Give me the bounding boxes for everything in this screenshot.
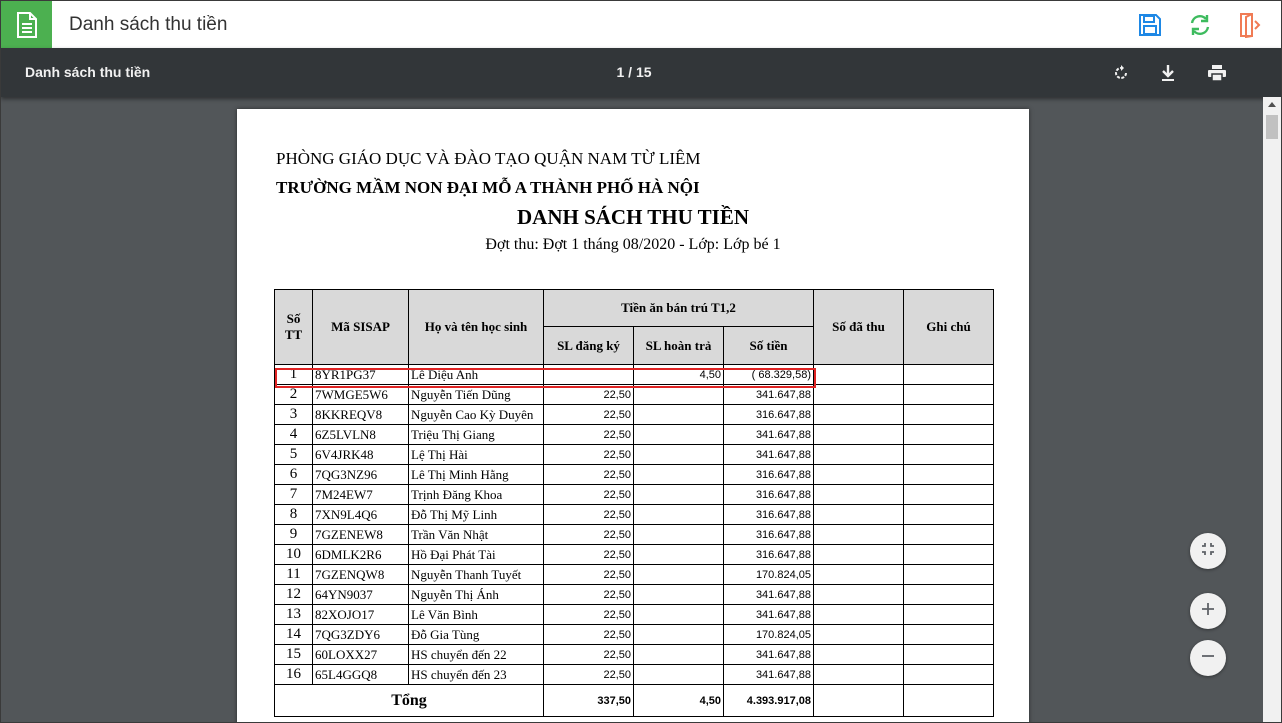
cell-note <box>904 465 994 485</box>
cell-name: Lê Văn Bình <box>409 605 544 625</box>
header-amount: Số tiền <box>724 327 814 365</box>
scroll-thumb[interactable] <box>1266 115 1278 139</box>
save-icon[interactable] <box>1137 12 1163 38</box>
cell-code: 82XOJO17 <box>313 605 409 625</box>
cell-stt: 13 <box>275 605 313 625</box>
exit-icon[interactable] <box>1237 12 1263 38</box>
cell-stt: 3 <box>275 405 313 425</box>
cell-name: Lê Diệu Anh <box>409 365 544 385</box>
total-refund: 4,50 <box>634 685 724 717</box>
cell-collected <box>814 565 904 585</box>
cell-refund <box>634 605 724 625</box>
cell-amount: 341.647,88 <box>724 645 814 665</box>
cell-amount: 316.647,88 <box>724 545 814 565</box>
cell-name: Lệ Thị Hài <box>409 445 544 465</box>
cell-name: Nguyễn Cao Kỳ Duyên <box>409 405 544 425</box>
cell-code: 65L4GGQ8 <box>313 665 409 685</box>
department-name: PHÒNG GIÁO DỤC VÀ ĐÀO TẠO QUẬN NAM TỪ LIÊM <box>276 149 701 168</box>
cell-registered: 22,50 <box>544 625 634 645</box>
cell-name: HS chuyển đến 23 <box>409 665 544 685</box>
cell-code: 7M24EW7 <box>313 485 409 505</box>
cell-refund <box>634 585 724 605</box>
table-row <box>275 485 994 505</box>
cell-amount: 341.647,88 <box>724 445 814 465</box>
cell-code: 7QG3ZDY6 <box>313 625 409 645</box>
cell-code: 6Z5LVLN8 <box>313 425 409 445</box>
document-subtitle: Đợt thu: Đợt 1 tháng 08/2020 - Lớp: Lớp bé 1 <box>485 236 781 253</box>
fit-to-page-button[interactable] <box>1190 533 1226 569</box>
cell-collected <box>814 605 904 625</box>
cell-amount: 316.647,88 <box>724 405 814 425</box>
cell-amount: ( 68.329,58) <box>724 365 814 385</box>
cell-amount: 341.647,88 <box>724 665 814 685</box>
cell-collected <box>814 585 904 605</box>
cell-name: Hồ Đại Phát Tài <box>409 545 544 565</box>
cell-registered: 22,50 <box>544 545 634 565</box>
cell-stt: 7 <box>275 485 313 505</box>
cell-stt: 16 <box>275 665 313 685</box>
cell-name: Trịnh Đăng Khoa <box>409 485 544 505</box>
cell-stt: 15 <box>275 645 313 665</box>
cell-note <box>904 525 994 545</box>
payment-table <box>274 289 994 717</box>
cell-collected <box>814 525 904 545</box>
cell-code: 7GZENEW8 <box>313 525 409 545</box>
document-icon <box>1 1 52 48</box>
cell-collected <box>814 365 904 385</box>
zoom-out-button[interactable] <box>1190 640 1226 676</box>
header-collected: Số đã thu <box>814 290 904 365</box>
cell-note <box>904 365 994 385</box>
cell-refund <box>634 665 724 685</box>
viewer-toolbar <box>1 48 1281 97</box>
cell-collected <box>814 645 904 665</box>
cell-registered: 22,50 <box>544 605 634 625</box>
table-row <box>275 445 994 465</box>
cell-note <box>904 545 994 565</box>
cell-name: Đỗ Thị Mỹ Linh <box>409 505 544 525</box>
cell-note <box>904 485 994 505</box>
rotate-icon[interactable] <box>1109 61 1133 85</box>
cell-code: 64YN9037 <box>313 585 409 605</box>
table-row <box>275 425 994 445</box>
page-indicator: 1 / 15 <box>616 64 652 80</box>
app-title: Danh sách thu tiền <box>69 14 228 35</box>
cell-collected <box>814 665 904 685</box>
table-row <box>275 545 994 565</box>
cell-stt: 11 <box>275 565 313 585</box>
cell-name: HS chuyển đến 22 <box>409 645 544 665</box>
cell-name: Đỗ Gia Tùng <box>409 625 544 645</box>
cell-amount: 341.647,88 <box>724 425 814 445</box>
table-row <box>275 405 994 425</box>
header-group: Tiền ăn bán trú T1,2 <box>544 290 814 327</box>
cell-refund <box>634 565 724 585</box>
cell-stt: 12 <box>275 585 313 605</box>
table-row <box>275 465 994 485</box>
table-row <box>275 625 994 645</box>
cell-amount: 170.824,05 <box>724 625 814 645</box>
cell-collected <box>814 405 904 425</box>
cell-registered: 22,50 <box>544 465 634 485</box>
cell-collected <box>814 425 904 445</box>
table-row <box>275 385 994 405</box>
cell-amount: 341.647,88 <box>724 605 814 625</box>
cell-code: 7XN9L4Q6 <box>313 505 409 525</box>
total-note <box>904 685 994 717</box>
cell-refund <box>634 445 724 465</box>
cell-amount: 316.647,88 <box>724 485 814 505</box>
pdf-page <box>237 109 1029 723</box>
cell-note <box>904 645 994 665</box>
refresh-icon[interactable] <box>1187 12 1213 38</box>
cell-registered: 22,50 <box>544 645 634 665</box>
total-label: Tổng <box>275 685 544 717</box>
total-collected <box>814 685 904 717</box>
cell-registered: 22,50 <box>544 665 634 685</box>
cell-refund <box>634 465 724 485</box>
cell-registered: 22,50 <box>544 425 634 445</box>
zoom-in-button[interactable] <box>1190 593 1226 629</box>
cell-note <box>904 585 994 605</box>
cell-note <box>904 385 994 405</box>
cell-code: 7WMGE5W6 <box>313 385 409 405</box>
cell-name: Nguyễn Tiến Dũng <box>409 385 544 405</box>
cell-name: Nguyễn Thị Ánh <box>409 585 544 605</box>
cell-code: 8KKREQV8 <box>313 405 409 425</box>
cell-name: Triệu Thị Giang <box>409 425 544 445</box>
cell-collected <box>814 625 904 645</box>
cell-stt: 5 <box>275 445 313 465</box>
header-note: Ghi chú <box>904 290 994 365</box>
cell-amount: 341.647,88 <box>724 385 814 405</box>
cell-stt: 1 <box>275 365 313 385</box>
cell-note <box>904 665 994 685</box>
cell-refund <box>634 545 724 565</box>
cell-note <box>904 505 994 525</box>
cell-stt: 14 <box>275 625 313 645</box>
cell-amount: 316.647,88 <box>724 465 814 485</box>
cell-registered: 22,50 <box>544 505 634 525</box>
cell-collected <box>814 485 904 505</box>
cell-amount: 170.824,05 <box>724 565 814 585</box>
table-row <box>275 645 994 665</box>
table-row <box>275 585 994 605</box>
cell-refund <box>634 405 724 425</box>
cell-collected <box>814 465 904 485</box>
scroll-up-icon[interactable] <box>1263 97 1281 111</box>
cell-note <box>904 605 994 625</box>
cell-collected <box>814 505 904 525</box>
cell-collected <box>814 385 904 405</box>
header-code: Mã SISAP <box>313 290 409 365</box>
cell-registered: 22,50 <box>544 385 634 405</box>
cell-stt: 8 <box>275 505 313 525</box>
total-registered: 337,50 <box>544 685 634 717</box>
cell-stt: 9 <box>275 525 313 545</box>
header-registered: SL đăng ký <box>544 327 634 365</box>
cell-refund <box>634 625 724 645</box>
cell-refund <box>634 425 724 445</box>
cell-name: Nguyễn Thanh Tuyết <box>409 565 544 585</box>
cell-note <box>904 625 994 645</box>
cell-refund <box>634 525 724 545</box>
header-stt: Số TT <box>275 290 313 365</box>
cell-note <box>904 445 994 465</box>
cell-refund <box>634 385 724 405</box>
cell-note <box>904 405 994 425</box>
cell-name: Trần Văn Nhật <box>409 525 544 545</box>
table-body <box>275 365 994 717</box>
cell-note <box>904 425 994 445</box>
cell-code: 6DMLK2R6 <box>313 545 409 565</box>
cell-stt: 4 <box>275 425 313 445</box>
cell-refund <box>634 645 724 665</box>
cell-amount: 316.647,88 <box>724 505 814 525</box>
cell-code: 7QG3NZ96 <box>313 465 409 485</box>
table-row <box>275 565 994 585</box>
document-title: DANH SÁCH THU TIỀN <box>516 205 750 229</box>
zoom-in-icon <box>1201 602 1215 621</box>
cell-registered: 22,50 <box>544 405 634 425</box>
cell-registered <box>544 365 634 385</box>
zoom-out-icon <box>1201 649 1215 668</box>
cell-refund <box>634 505 724 525</box>
header-name: Họ và tên học sinh <box>409 290 544 365</box>
cell-name: Lê Thị Minh Hằng <box>409 465 544 485</box>
school-name: TRƯỜNG MẦM NON ĐẠI MỖ A THÀNH PHỐ HÀ NỘI <box>276 178 700 197</box>
cell-registered: 22,50 <box>544 485 634 505</box>
cell-registered: 22,50 <box>544 565 634 585</box>
cell-registered: 22,50 <box>544 445 634 465</box>
total-amount: 4.393.917,08 <box>724 685 814 717</box>
cell-collected <box>814 445 904 465</box>
print-icon[interactable] <box>1205 61 1229 85</box>
cell-registered: 22,50 <box>544 585 634 605</box>
cell-refund: 4,50 <box>634 365 724 385</box>
table-row <box>275 605 994 625</box>
cell-code: 6V4JRK48 <box>313 445 409 465</box>
table-row <box>275 665 994 685</box>
cell-amount: 341.647,88 <box>724 585 814 605</box>
cell-registered: 22,50 <box>544 525 634 545</box>
cell-amount: 316.647,88 <box>724 525 814 545</box>
cell-stt: 6 <box>275 465 313 485</box>
cell-note <box>904 565 994 585</box>
scrollbar[interactable] <box>1263 97 1281 722</box>
download-icon[interactable] <box>1156 61 1180 85</box>
cell-code: 8YR1PG37 <box>313 365 409 385</box>
table-row <box>275 525 994 545</box>
cell-stt: 2 <box>275 385 313 405</box>
table-row <box>275 365 994 385</box>
viewer-title: Danh sách thu tiền <box>25 64 151 80</box>
app-header <box>1 1 1281 48</box>
cell-collected <box>814 545 904 565</box>
table-row <box>275 505 994 525</box>
cell-refund <box>634 485 724 505</box>
total-row <box>275 685 994 717</box>
cell-stt: 10 <box>275 545 313 565</box>
cell-code: 60LOXX27 <box>313 645 409 665</box>
fit-to-page-icon <box>1201 542 1215 561</box>
header-refund: SL hoàn trả <box>634 327 724 365</box>
cell-code: 7GZENQW8 <box>313 565 409 585</box>
